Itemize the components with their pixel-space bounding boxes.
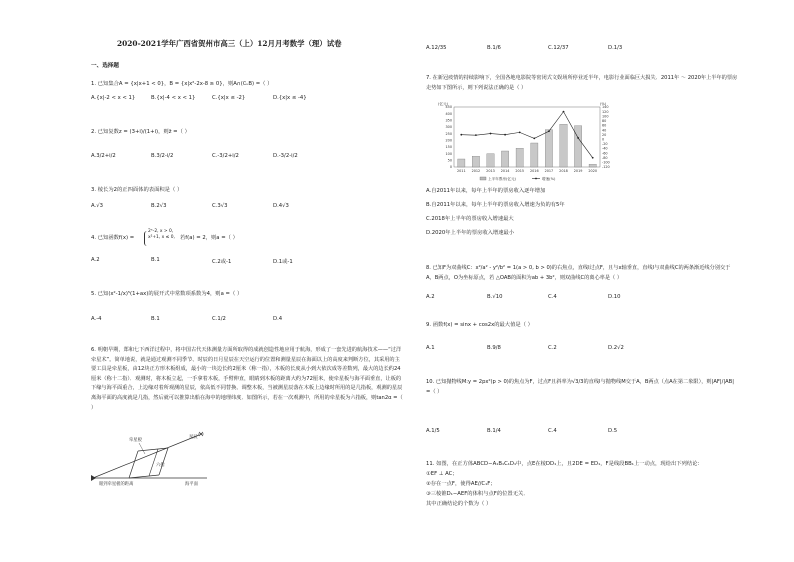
y-right-tick-label: -100 [602,160,610,165]
x-tick-label: 2012 [471,169,481,173]
q9-stem: 9. 函数f(x) = sinx + cos2x的最大值是（ ） [426,322,533,328]
q7-option-d: D.2020年上半年的票房收入增速最小 [426,230,515,236]
board-edge-bottom [129,475,159,478]
q10-option-a: A.1/5 [426,428,440,434]
q1-option-b: B.{x|-4 < x < 1} [151,95,196,101]
q7-option-a: A.自2011年以来，每年上半年的票房收入逐年增加 [426,188,546,194]
legend-bar-label: 上半年票房(亿元) [488,177,516,181]
fig-sea-label: 海平面 [185,482,198,487]
x-tick-label: 2016 [529,169,539,173]
q10-option-c: C.4 [548,428,557,434]
q4-case-1: 2ˣ-2, x > 0, [148,229,174,234]
q5-option-b: B.1 [151,316,160,322]
y-left-tick-label: 150 [445,145,452,150]
box-office-bar [589,164,596,167]
growth-rate-point [548,130,550,132]
q6-option-d: D.1/3 [608,45,623,51]
box-office-bar [531,143,538,167]
y-left-tick-label: 250 [445,131,452,136]
y-right-tick-label: -60 [602,151,608,156]
q9-option-c: C.2 [548,345,557,351]
legend-line-label: 增速(%) [542,177,556,181]
q8-option-d: D.10 [608,294,621,300]
q1-option-a: A.{x|-2 < x < 1} [91,95,136,101]
q11-line-5: 其中正确结论的个数为（ ） [426,501,492,507]
y-right-tick-label: -80 [602,155,608,160]
q6-option-b: B.1/6 [487,45,501,51]
fig-board-label: 牵星板 [129,438,142,443]
q6-option-a: A.12/35 [426,45,447,51]
y-right-tick-label: -20 [602,142,608,147]
q3-option-b: B.2√3 [151,203,167,209]
q11-line-1: 11. 如图，在正方体ABCD−A₁B₁C₁D₁中，点E在棱DD₁上，且2DE = ED₁，F是线段BB₁上一动点，现给出下列结论： [426,461,703,467]
q5-stem: 5. 已知(x²-1/x)⁵(1+ax)的展开式中常数项系数为4，则a =（ ） [91,291,243,297]
q4-case-2: x²+1, x ≤ 0, [148,235,175,240]
box-office-bar [516,148,523,167]
box-office-bar [458,159,465,167]
q9-option-b: B.9/8 [487,345,501,351]
y-right-tick-label: 80 [602,119,607,124]
q4-stem-start: 4. 已知函数f(x) = [91,235,135,241]
q11-line-2: ①EF ⊥ AC； [426,471,458,477]
q2-option-c: C.-3/2+i/2 [212,153,239,159]
x-tick-label: 2013 [486,169,495,173]
growth-rate-point [490,133,492,135]
q3-option-c: C.3√3 [212,203,228,209]
q7-stem: 7. 在新冠疫情的持续影响下，全国各地电影院等密闭式文娱场所停业近半年，电影行业面临巨大损失．2011年 ～ 2020年上半年的票房走势如下图所示，则下列说法正确的是（ ） [426,75,738,91]
y-right-tick-label: -40 [602,146,608,151]
growth-rate-point [533,137,535,139]
q7-option-b: B.自2011年以来，每年上半年的票房收入增速为负的有5年 [426,202,565,208]
fig-distance-label: 眼到牵星板的距离 [99,482,134,487]
growth-rate-point [475,134,477,136]
q6-text: 6. 明朝早期，郑和七下西洋过程中，将中国古代天体测量方面所取得的成就创造性地应用于航海，形成了一套先进的航海技术——“过洋牵星术”。简单地说，就是通过观测不同季节、时辰的日月星辰在天空运行的位置和测量星辰在海面以上的高度来判断方位，其采用的主要工具是牵星板，由12块正方形木板组成，最小的一块边长约2厘米（称一指），木板的长度从小到大依次成等差数列，最大的边长约24厘米（称十二指）．观测时，将木板立起，一手拿着木板，手臂伸直，眼睛到木板的距离大约为72厘米，使牵星板与海平面垂直，让板的下缘与海平面重合，上边缘对着所观测的星辰，依高低不同替换、调整木板，当被测星辰落在木板上边缘时所用的是几指板，观测的星辰离海平面的高度就是几指，然后就可以推算出船在海中的地理纬度．如图所示，若在一次观测中，所用的牵星板为六指板，则tan2α =（ ） [91,347,403,411]
chart-ylabel-left: (亿元) [438,102,448,106]
box-office-bar [501,151,508,167]
q11-line-3: ②存在一点F，使得AE//C₁F； [426,481,496,487]
box-office-chart [436,102,626,196]
growth-rate-point [519,131,521,133]
q10-stem: 10. 已知抛物线M:y = 2px²(p > 0)的焦点为F，过点F且斜率为√3/3的直线l与抛物线M交于A，B两点（点A在第二象限），则|AF|/|AB| =（ ） [426,379,734,395]
growth-rate-point [592,157,594,159]
q5-option-a: A.-4 [91,316,102,322]
y-right-tick-label: 100 [602,114,609,119]
chart-ylabel-right: (%) [600,102,607,106]
section-heading: 一、选择题 [91,63,119,69]
legend-bar-swatch [480,177,486,180]
q5-option-d: D.4 [273,316,283,322]
q5-option-c: C.1/2 [212,316,226,322]
x-tick-label: 2011 [456,169,466,173]
eye-icon [91,475,96,481]
growth-rate-point [577,137,579,139]
q8-stem: 8. 已知F为双曲线C：x²/a² - y²/b² = 1(a > 0, b > 0)的右焦点，直线l过点F，且与x轴垂直，直线l与双曲线C的两条渐近线分别交于A，B两点，O为坐标原点，若 △OAB的面积为ab + 3b²，则双曲线C的离心率是（ ） [426,265,731,281]
q4-piecewise [148,229,175,241]
q3-stem: 3. 棱长为2的正四面体的表面积是（ ） [91,187,183,193]
q3-option-d: D.4√3 [273,203,289,209]
q2-option-b: B.3/2-i/2 [151,153,174,159]
x-tick-label: 2018 [559,169,568,173]
box-office-bar [487,154,494,167]
q3-option-a: A.√3 [91,203,103,209]
box-office-bar [560,124,567,167]
q8-option-c: C.4 [548,294,557,300]
y-left-tick-label: 400 [445,111,452,116]
y-left-tick-label: 0 [449,165,452,170]
board-edge-right [159,448,168,475]
box-office-bar [574,126,581,167]
q2-stem: 2. 已知复数z = (3+i)/(1+i)，则z̄ =（ ） [91,129,190,135]
q2-option-a: A.3/2+i/2 [91,153,116,159]
q6-option-c: C.12/37 [548,45,569,51]
y-right-tick-label: 120 [602,109,609,114]
q4-option-a: A.2 [91,257,100,263]
y-right-tick-label: 20 [602,132,607,137]
q4-option-c: C.2或-1 [212,259,232,265]
growth-rate-point [460,134,462,136]
q9-option-a: A.1 [426,345,435,351]
y-right-tick-label: 40 [602,128,607,133]
q8-option-a: A.2 [426,294,435,300]
q1-option-d: D.{x|x ≤ -4} [273,95,307,101]
q10-option-b: B.1/4 [487,428,501,434]
growth-rate-point [563,111,565,113]
q6-figure [89,430,214,492]
q7-option-c: C.2018年上半年的票房收入增速最大 [426,216,514,222]
q2-option-d: D.-3/2-i/2 [273,153,298,159]
y-left-tick-label: 200 [445,138,452,143]
y-right-tick-label: 60 [602,123,607,128]
box-office-bar [472,156,479,167]
legend-line-marker [535,178,537,180]
y-left-tick-label: 50 [447,158,452,163]
q11-line-4: ③三棱锥D₁−AEF的体积与点F的位置无关． [426,491,529,497]
y-right-tick-label: -120 [602,165,610,170]
x-tick-label: 2019 [573,169,583,173]
q8-option-b: B.√10 [487,294,503,300]
q4-option-d: D.1或-1 [273,259,293,265]
y-left-tick-label: 100 [445,151,452,156]
q1-option-c: C.{x|x ≤ -2} [212,95,246,101]
q4-option-b: B.1 [151,257,160,263]
x-tick-label: 2014 [500,169,510,173]
q10-option-d: D.5 [608,428,618,434]
x-tick-label: 2015 [515,169,525,173]
board-edge-left [129,451,138,478]
q9-option-d: D.2√2 [608,345,624,351]
sight-line [93,435,199,478]
fig-star-label: 星辰 [189,435,198,440]
growth-rate-point [504,134,506,136]
growth-rate-line [461,112,592,158]
x-tick-label: 2017 [544,169,554,173]
y-right-tick-label: 140 [602,105,609,110]
y-left-tick-label: 450 [445,105,452,110]
y-left-tick-label: 350 [445,118,452,123]
x-tick-label: 2020 [588,169,598,173]
box-office-bar [545,130,552,167]
y-left-tick-label: 300 [445,125,452,130]
q4-stem-end: 若f(a) = 2，则a =（ ） [180,235,238,241]
q1-stem: 1. 已知集合A = {x|x+1 < 0}，B = {x|x²-2x-8 ≥ 0}，则A∩(∁ᵤB) =（ ） [91,81,273,87]
y-right-tick-label: 0 [602,137,605,142]
exam-title: 2020-2021学年广西省贺州市高三（上）12月月考数学（理）试卷 [117,39,342,48]
board-leader-line [139,443,145,454]
fig-six-label: 六指 [156,463,165,468]
